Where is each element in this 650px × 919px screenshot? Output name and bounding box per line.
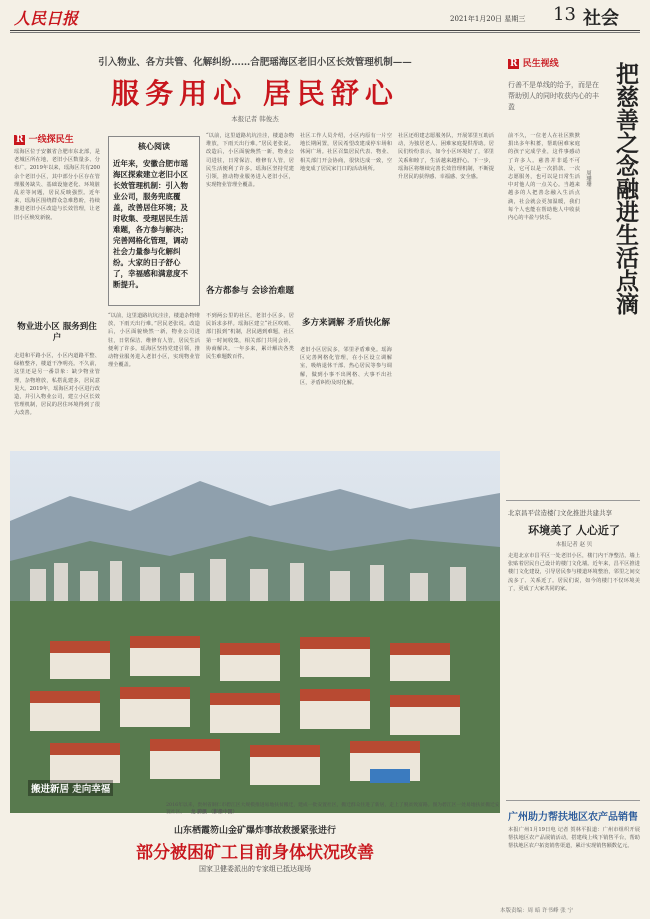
story3-rule xyxy=(506,800,640,801)
story2-rule xyxy=(506,500,640,501)
section-name: 社会 xyxy=(583,8,619,29)
issue-date: 2021年1月20日 星期三 xyxy=(450,15,526,23)
lead-col2-cont: “以前，这里道路坑坑洼洼，楼道杂物堆放，下雨天出行难。”居民老张说。改造后，小区面貌焕然一新，物业公司进驻，日常保洁、维修有人管，居民生活便利了许多。瑶海区坚持党建引领，推动物业服务进入老旧小区，实现物业管理全覆盖。 xyxy=(206,133,294,189)
lead-col3-text: 社区工作人员介绍，小区内原有一片空地长期闲置，居民希望改建成停车场和休闲广场。社区召集居民代表、物业、相关部门开会协商，很快达成一致，空地变成了居民家门口的活动场所。 xyxy=(300,133,392,172)
story2-body: 走进北京市昌平区一处老旧小区，楼门内干净整洁，墙上张贴着居民自己设计的楼门文化墙。近年来，昌平区推进楼门文化建设，引导居民参与楼道环境整治，邻里之间交流多了、关系近了。居民们说，如今的楼门不仅环境美了，更成了大家共同的家。 xyxy=(508,553,640,592)
lead-col3b-text: 老旧小区居民多，邻里矛盾难免。瑶海区完善网格化管理，在小区设立调解室，吸纳退休干部、热心居民等参与调解，做到小事不出网格、大事不出社区，矛盾纠纷及时化解。 xyxy=(300,347,392,386)
core-reading-box xyxy=(108,136,200,306)
page-number: 13 xyxy=(553,4,576,25)
lead-col2b-text: 不到两公里的社区，老旧小区多，居民诉求多样。瑶海区建立“社区吹哨、部门报到”机制，居民遇到难题，社区第一时间收集，相关部门共同会诊，协商解决。一年多来，累计解决各类民生难题数百件。 xyxy=(206,313,294,361)
lead-col2-text: “以前，这里道路坑坑洼洼，楼道杂物堆放，下雨天出行难。”居民老张说。改造后，小区面貌焕然一新，物业公司进驻，日常保洁、维修有人管，居民生活便利了许多。瑶海区坚持党建引领，推动物业服务进入老旧小区，实现物业管理全覆盖。 xyxy=(108,313,200,369)
section-tag-lead: R 一线探民生 xyxy=(16,135,74,145)
story2-headline: 环境美了 人心近了 xyxy=(528,524,620,537)
sidebar-author: 周珊珊 xyxy=(585,170,591,187)
lead-col1-text: 瑶海区位于安徽省合肥市东北部，是老城区所在地，老旧小区数量多、分布广。2019年以来，瑶海区共有200余个老旧小区，其中部分小区存在管理服务缺失、基础设施老化、环境脏乱差等问题，居民反映强烈。近年来，瑶海区围绕群众急难愁盼，持续推进老旧小区改造与长效管理，让老旧小区焕发新貌。 xyxy=(14,149,100,221)
sidebar-quote: 行善不是单线的给予，而是在帮助别人的同时收获内心的丰盈 xyxy=(508,81,599,111)
header-rule-thin xyxy=(10,32,640,33)
lead-headline: 服务用心 居民舒心 xyxy=(111,77,399,110)
photo-caption-text: 2016年以来，贵州省铜仁市碧江区大规模推进易地扶贫搬迁，建成一批安置社区，搬迁群众住进了新居，走上了脱贫致富路。图为碧江区一处易地扶贫搬迁安置社区。 xyxy=(166,803,500,815)
resettlement-photo xyxy=(10,451,500,813)
story3-headline: 广州助力帮扶地区农产品销售 xyxy=(508,812,638,823)
r-badge-icon: R xyxy=(16,135,24,145)
story3-body: 本报广州1月19日电 记者 贺林平报道：广州市组织开展帮扶地区农产品展销活动，搭建线上线下销售平台，帮助帮扶地区农户拓宽销售渠道，累计实现销售额数亿元。 xyxy=(508,827,640,850)
story2-byline: 本报记者 赵 贝 xyxy=(555,542,593,548)
masthead-logo: 人民日报 xyxy=(14,9,79,28)
lead-col4-text: 社区还组建志愿服务队，开展邻里互助活动，为独居老人、困难家庭提供帮助。居民们纷纷表示，如今小区环境好了，邻里关系和睦了，生活越来越舒心。下一步，瑶海区将继续完善长效管理机制，不断提升居民的获得感、幸福感、安全感。 xyxy=(398,133,494,181)
stub-subheadline: 国家卫健委派出的专家组已抵达现场 xyxy=(199,865,311,873)
photo-title: 搬进新居 走向幸福 xyxy=(28,780,113,796)
lead-subhead-3: 多方来调解 矛盾快化解 xyxy=(302,318,390,328)
header-rule xyxy=(10,30,640,31)
core-reading-body: 近年来，安徽合肥市瑶海区探索建立老旧小区长效管理机制：引入物业公司，服务兜底覆盖，改善居住环境；及时收集、受理居民生活难题，各方参与解决；完善网格化管理，调动社会力量参与化解纠纷。大家的日子舒心了，幸福感和满意度不断提升。 xyxy=(113,159,188,289)
sidebar-section-tag: R 民生视线 xyxy=(510,59,559,69)
town-aerial-photo xyxy=(10,451,500,813)
lead-subhead-2: 各方都参与 会诊治难题 xyxy=(206,286,294,296)
r-badge-icon: R xyxy=(510,59,518,69)
page-footer: 本版责编：周 暗 许书峰 张 宁 xyxy=(500,908,573,914)
sidebar-body: 前不久，一位老人在社区默默捐出多年积蓄，帮助困难家庭的孩子完成学业，这件事感动了许多人。慈善并非遥不可及，它可以是一次捐款、一次志愿服务，也可以是日常生活中对他人的一点关心。当越来越多的人把善念融入生活点滴，社会就会更加温暖，我们每个人也能在帮助他人中收获内心的丰盈与快乐。 xyxy=(508,133,580,222)
lead-subhead-1: 物业进小区 服务到住户 xyxy=(17,322,97,343)
lead-kicker: 引入物业、各方共管、化解纠纷……合肥瑶海区老旧小区长效管理机制—— xyxy=(98,57,412,68)
sidebar-title: 把慈善之念融进生活点滴 xyxy=(612,62,639,315)
story2-kicker: 北京昌平营造楼门文化推进共建共享 xyxy=(508,509,612,517)
lead-byline: 本报记者 韩俊杰 xyxy=(231,115,279,123)
photo-credit: 龙 蔚摄 （影像中国） xyxy=(190,809,238,815)
core-reading-title: 核心阅读 xyxy=(138,141,170,151)
photo-caption xyxy=(166,802,500,816)
stub-headline: 部分被困矿工目前身体状况改善 xyxy=(136,843,374,863)
lead-col1b-text: 走进和平路小区，小区内道路平整、绿植整齐，楼道干净明亮。不久前，这里还是另一番景象：缺少物业管理，杂物堆放，私搭乱建多，居民意见大。2019年，瑶海区对小区进行改造，并引入物业公司，建立小区长效管理机制，居民的居住环境得到了很大改善。 xyxy=(14,353,100,417)
stub-kicker: 山东栖霞笏山金矿爆炸事故救援紧张进行 xyxy=(173,826,336,836)
